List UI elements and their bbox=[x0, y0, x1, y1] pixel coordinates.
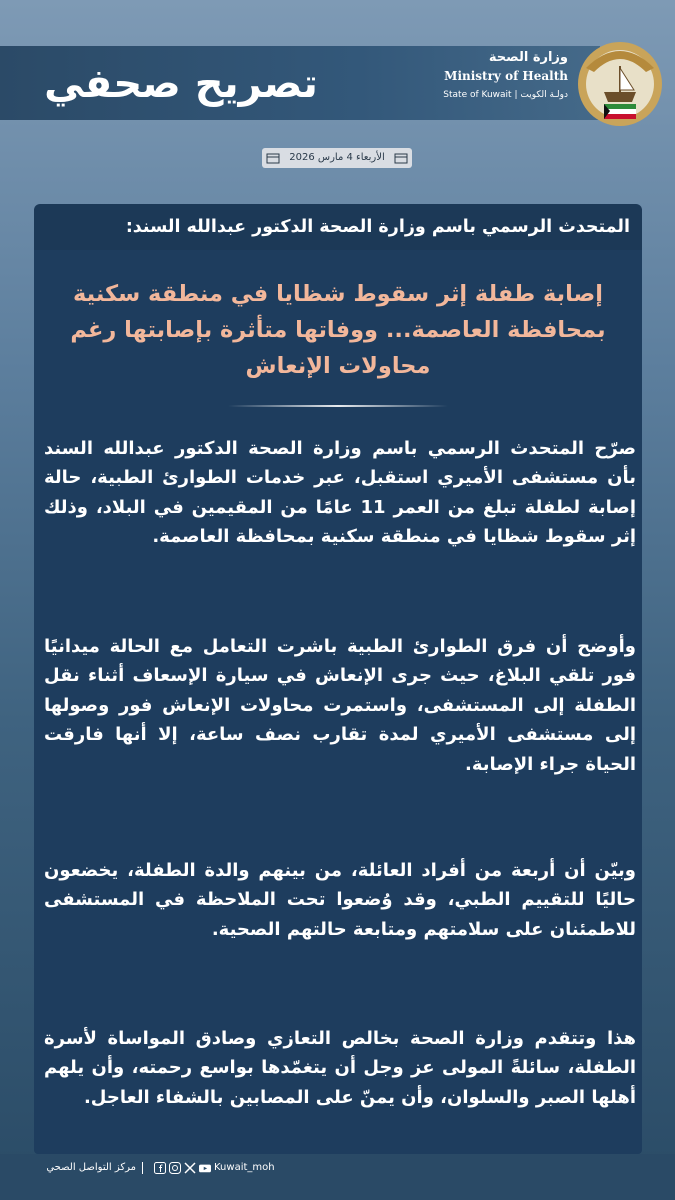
paragraph-1: صرّح المتحدث الرسمي باسم وزارة الصحة الدكتور عبدالله السند بأن مستشفى الأميري استقبل، عبر خدمات الطوارئ الطبية، حالة إصابة لطفلة تبلغ من العمر 11 عامًا من المقيمين في البلاد، وذلك إثر سقوط شظايا في منطقة سكنية بمحافظة العاصمة. bbox=[44, 438, 636, 548]
ministry-block bbox=[400, 50, 568, 116]
paragraph-4: هذا وتتقدم وزارة الصحة بخالص التعازي وصادق المواساة لأسرة الطفلة، سائلةً المولى عز وجل أن يتغمّدها بواسع رحمته، وأن يلهم أهلها الصبر والسلوان، وأن يمنّ على المصابين بالشفاء العاجل. bbox=[44, 1028, 636, 1108]
ministry-name-ar: وزارة الصحة bbox=[488, 50, 568, 65]
footer-handle[interactable]: Kuwait_moh bbox=[214, 1162, 275, 1173]
state-line: State of Kuwait | دولـة الكويت bbox=[443, 90, 568, 100]
paragraph-3: وبيّن أن أربعة من أفراد العائلة، من بينهم والدة الطفلة، يخضعون حاليًا للتقييم الطبي، وقد وُضعوا تحت الملاحظة في المستشفى للاطمئنان على سلامتهم ومتابعة حالتهم الصحية. bbox=[44, 860, 636, 940]
spokesman-line: المتحدث الرسمي باسم وزارة الصحة الدكتور عبدالله السند: bbox=[34, 204, 642, 250]
footer-social bbox=[154, 1160, 275, 1176]
paragraph-2: وأوضح أن فرق الطوارئ الطبية باشرت التعامل مع الحالة ميدانيًا فور تلقي البلاغ، حيث جرى الإنعاش في سيارة الإسعاف أثناء نقل الطفلة إلى المستشفى، واستمرت محاولات الإنعاش فور وصولها إلى مستشفى الأميري لمدة تقارب نصف ساعة، إلا أنها فارقت الحياة جراء الإصابة. bbox=[44, 636, 636, 775]
x-icon[interactable] bbox=[184, 1162, 196, 1174]
state-ar: دولـة الكويت bbox=[520, 90, 568, 100]
youtube-icon[interactable] bbox=[199, 1162, 211, 1174]
footer-center-label: مركز التواصل الصحي bbox=[46, 1162, 136, 1173]
date-text: الأربعاء 4 مارس 2026 bbox=[289, 152, 385, 163]
ministry-name-en: Ministry of Health bbox=[444, 69, 568, 83]
page-title: تصريح صحفي bbox=[44, 61, 318, 107]
facebook-icon[interactable] bbox=[154, 1162, 166, 1174]
calendar-icon bbox=[266, 152, 280, 164]
kuwait-emblem-icon bbox=[574, 32, 666, 136]
headline: إصابة طفلة إثر سقوط شظايا في منطقة سكنية بمحافظة العاصمة... ووفاتها متأثرة بإصابتها رغم محاولات الإنعاش bbox=[70, 281, 606, 379]
instagram-icon[interactable] bbox=[169, 1162, 181, 1174]
divider bbox=[228, 405, 448, 407]
state-en: State of Kuwait bbox=[443, 90, 512, 100]
date-pill bbox=[262, 148, 412, 168]
footer-separator bbox=[142, 1162, 143, 1174]
calendar-icon bbox=[394, 152, 408, 164]
